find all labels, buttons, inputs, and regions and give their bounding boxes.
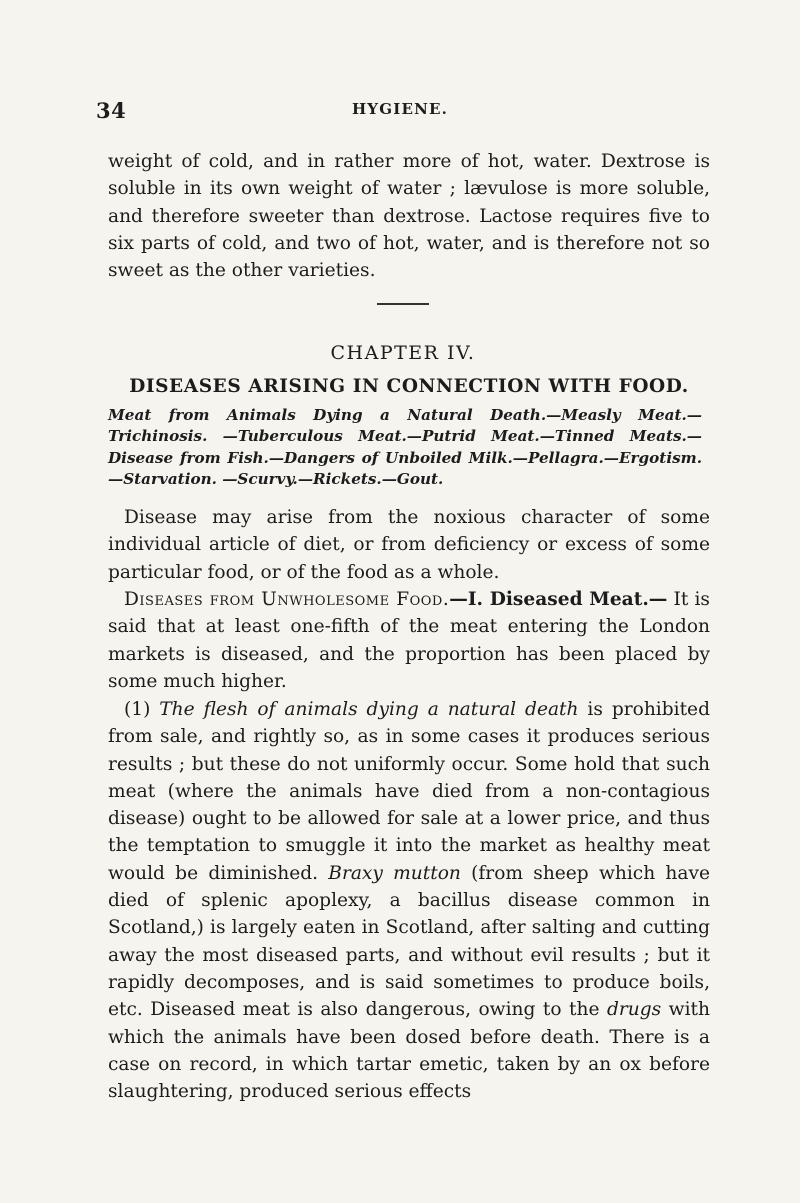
section-divider <box>377 303 429 305</box>
paragraph-2-body: It is said that at least one-fifth of the meat entering the London markets is diseased, and the proportion has been placed by some much higher. <box>108 589 710 692</box>
subsection-heading-diseased-meat: —I. Diseased Meat.— <box>449 589 668 610</box>
paragraph-3 <box>108 696 710 1105</box>
intro-paragraph: weight of cold, and in rather more of hot, water. Dextrose is soluble in its own weight of water ; lævulose is more soluble, and therefore sweeter than dextrose. Lactose requires five to six parts of cold, and two of hot, water, and is therefore not so sweet as the other varieties. <box>108 151 710 282</box>
item-number: (1) <box>124 699 151 720</box>
page-number: 34 <box>96 98 127 123</box>
section-heading-unwholesome-food: Diseases from Unwholesome Food. <box>124 589 450 610</box>
paragraph-3-text-1: is prohibited from sale, and rightly so, as in some cases it produces serious results ; but these do not uniformly occur. Some hold that such meat (where the animals have died from a non-contagious disease) ought to be allowed for sale at a lower price, and thus the temptation to smuggle it into the market as healthy meat would be diminished. <box>108 699 710 884</box>
running-head: HYGIENE. <box>351 100 449 118</box>
paragraph-3-text-3: with which the animals have been dosed before death. There is a case on record, in which tartar emetic, taken by an ox before slaughtering, produced serious effects <box>108 999 710 1103</box>
chapter-number: CHAPTER IV. <box>330 342 476 364</box>
italic-term-natural-death: The flesh of animals dying a natural death <box>159 699 579 720</box>
italic-term-drugs: drugs <box>606 999 662 1021</box>
chapter-synopsis: Meat from Animals Dying a Natural Death.—Measly Meat.—Trichinosis. —Tuberculous Meat.—Putrid Meat.—Tinned Meats.—Disease from Fish.—Dangers of Unboiled Milk.—Pellagra.—Ergotism.—Starvation. —Scurvy.—Rickets.—Gout. <box>108 406 702 488</box>
paragraph-2 <box>108 586 710 695</box>
chapter-title: DISEASES ARISING IN CONNECTION WITH FOOD. <box>129 376 689 397</box>
paragraph-1: Disease may arise from the noxious character of some individual article of diet, or from deficiency or excess of some particular food, or of the food as a whole. <box>108 507 710 583</box>
paragraph-3-text-2: (from sheep which have died of splenic apoplexy, a bacillus disease common in Scotland,) is largely eaten in Scotland, after salting and cutting away the most diseased parts, and without evil results ; but it rapidly decomposes, and is said sometimes to produce boils, etc. Diseased meat is also dangerous, owing to the <box>108 862 710 1021</box>
italic-term-braxy-mutton: Braxy mutton <box>328 862 461 884</box>
